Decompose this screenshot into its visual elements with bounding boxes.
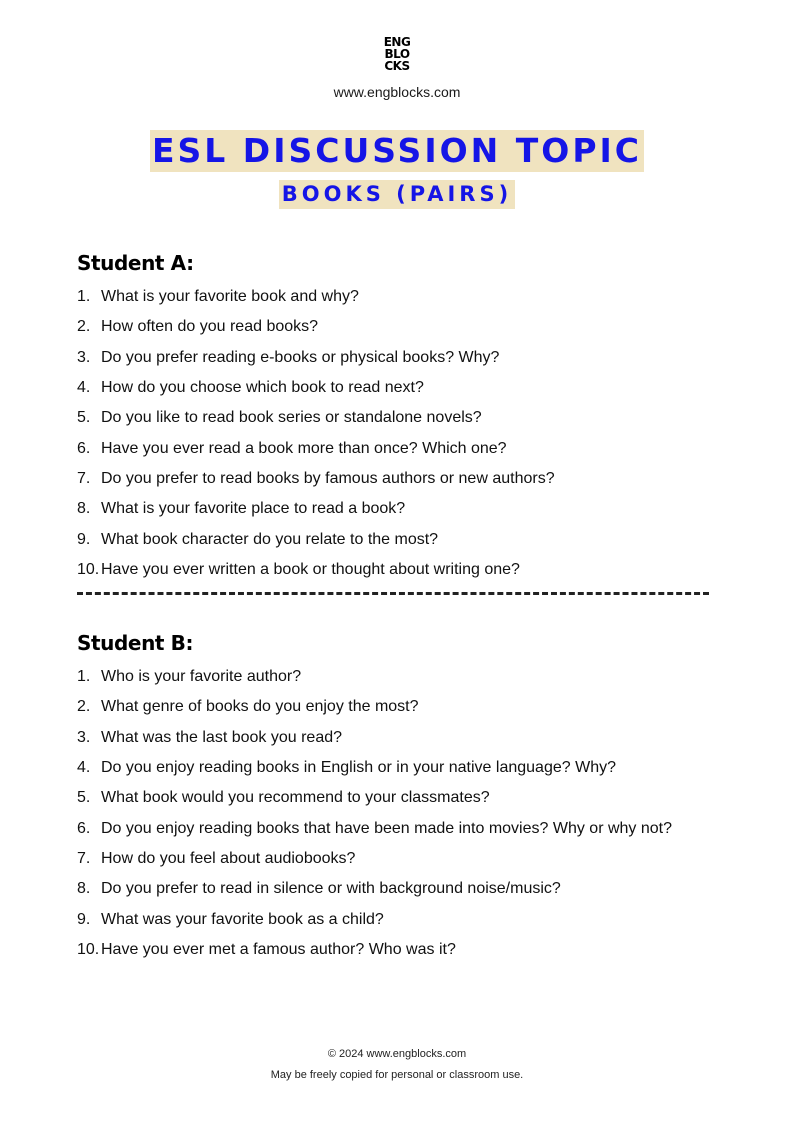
question-number: 1.: [77, 288, 91, 306]
question-text: How often do you read books?: [101, 318, 319, 336]
logo-line: CKS: [384, 59, 410, 73]
question-number: 2.: [77, 698, 91, 716]
question-text: What was the last book you read?: [101, 728, 343, 746]
question-number: 4.: [77, 759, 91, 777]
question-text: What genre of books do you enjoy the most?: [101, 698, 419, 716]
question-item: [77, 813, 737, 843]
question-text: What is your favorite place to read a book?: [101, 500, 406, 518]
student-a-heading: Student A:: [77, 251, 194, 275]
question-number: 6.: [77, 819, 91, 837]
question-text: What book character do you relate to the most?: [101, 530, 439, 548]
question-number: 8.: [77, 500, 91, 518]
question-number: 5.: [77, 789, 91, 807]
page-subtitle: BOOKS (PAIRS): [279, 180, 515, 209]
question-number: 6.: [77, 439, 91, 457]
question-item: [77, 904, 737, 934]
question-number: 9.: [77, 530, 91, 548]
engblocks-logo: [384, 36, 411, 72]
question-item: [77, 935, 737, 965]
question-text: Have you ever read a book more than once? Which one?: [101, 439, 507, 457]
question-item: [77, 494, 737, 524]
student-b-section: [77, 630, 737, 965]
question-number: 7.: [77, 469, 91, 487]
question-text: What is your favorite book and why?: [101, 288, 359, 306]
subtitle-container: [0, 180, 794, 209]
question-item: [77, 433, 737, 463]
question-item: [77, 343, 737, 373]
question-text: Do you prefer reading e-books or physical books? Why?: [101, 348, 500, 366]
question-item: [77, 524, 737, 554]
question-item: [77, 783, 737, 813]
question-text: What book would you recommend to your classmates?: [101, 789, 490, 807]
question-number: 2.: [77, 318, 91, 336]
question-item: [77, 753, 737, 783]
student-a-questions: [77, 282, 737, 585]
logo-line: ENG: [383, 35, 411, 49]
question-text: Do you prefer to read books by famous authors or new authors?: [101, 469, 555, 487]
question-number: 9.: [77, 910, 91, 928]
student-b-questions: [77, 662, 737, 965]
section-divider: [77, 592, 709, 595]
logo-line: BLO: [384, 47, 410, 61]
question-number: 8.: [77, 880, 91, 898]
footer-license: May be freely copied for personal or classroom use.: [270, 1069, 524, 1081]
question-text: Do you like to read book series or standalone novels?: [101, 409, 482, 427]
question-text: Do you enjoy reading books that have been made into movies? Why or why not?: [101, 819, 672, 837]
question-text: Do you prefer to read in silence or with background noise/music?: [101, 880, 561, 898]
question-item: [77, 403, 737, 433]
page-title: ESL DISCUSSION TOPIC: [151, 131, 642, 170]
question-item: [77, 282, 737, 312]
question-number: 3.: [77, 728, 91, 746]
question-text: How do you choose which book to read next?: [101, 379, 424, 397]
question-item: [77, 692, 737, 722]
question-item: [77, 874, 737, 904]
question-item: [77, 662, 737, 692]
question-number: 4.: [77, 379, 91, 397]
question-item: [77, 555, 737, 585]
question-item: [77, 464, 737, 494]
question-number: 10.: [77, 560, 100, 578]
site-url: www.engblocks.com: [333, 84, 461, 100]
question-number: 10.: [77, 940, 100, 958]
footer: [0, 1044, 794, 1086]
question-text: Who is your favorite author?: [101, 668, 302, 686]
footer-copyright: © 2024 www.engblocks.com: [327, 1048, 467, 1060]
question-text: Have you ever met a famous author? Who was it?: [101, 940, 456, 958]
question-text: Have you ever written a book or thought about writing one?: [101, 560, 520, 578]
question-text: How do you feel about audiobooks?: [101, 849, 356, 867]
question-item: [77, 723, 737, 753]
question-number: 5.: [77, 409, 91, 427]
question-item: [77, 844, 737, 874]
question-item: [77, 373, 737, 403]
question-number: 3.: [77, 348, 91, 366]
question-number: 1.: [77, 668, 91, 686]
question-text: Do you enjoy reading books in English or in your native language? Why?: [101, 759, 616, 777]
title-container: [0, 130, 794, 172]
student-a-section: [77, 250, 737, 585]
logo: [0, 36, 794, 75]
question-number: 7.: [77, 849, 91, 867]
student-b-heading: Student B:: [77, 631, 194, 655]
question-text: What was your favorite book as a child?: [101, 910, 384, 928]
question-item: [77, 312, 737, 342]
